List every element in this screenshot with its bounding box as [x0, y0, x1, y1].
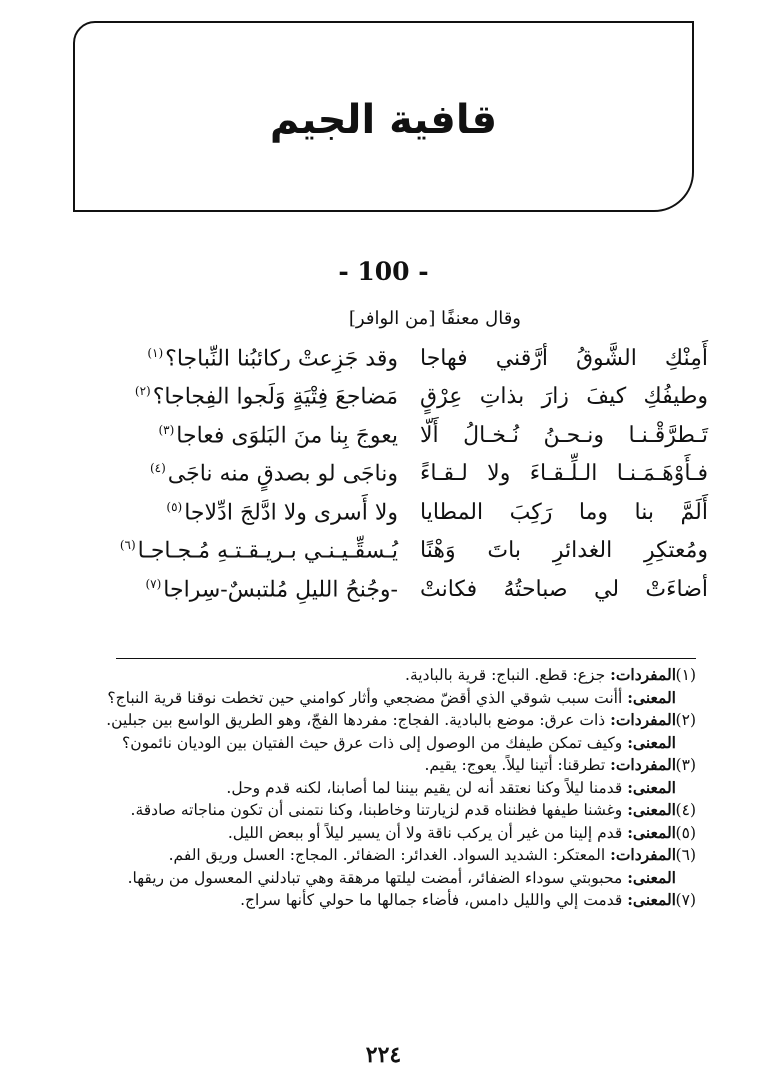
- footnote-line: [70, 754, 696, 777]
- footnote-label: المعنى:: [627, 890, 676, 909]
- footnote-number: (٢): [675, 711, 696, 729]
- footnote-number: (٦): [675, 846, 696, 864]
- verse: [68, 570, 708, 609]
- footnote-ref[interactable]: (٣): [158, 422, 175, 437]
- footnote-ref[interactable]: (٦): [119, 538, 136, 553]
- verse-second-text: -وجُنحُ الليلِ مُلتبسٌ-سِراجا: [163, 576, 398, 602]
- footnote-text: جزع: قطع. النباج: قرية بالبادية.: [405, 666, 611, 684]
- page-number: ٢٢٤: [365, 1042, 402, 1068]
- verse-second-hemistich: [68, 461, 398, 486]
- verse-first-hemistich: أَمِنْكِ الشَّوقُ أرَّقني فهاجا: [420, 345, 708, 371]
- footnote-label: المعنى:: [627, 732, 676, 752]
- footnote-text: قدمنا ليلاً وكنا نعتقد أنه لن يقيم بيننا لما أصابنا، لكنه قدم وحل.: [226, 778, 628, 797]
- footnote-number: (١): [675, 666, 696, 684]
- footnote-label: المفردات:: [610, 845, 676, 864]
- verse-first-hemistich: تَـطرَّقْـنـا ونـحـنُ نُـخـالُ أَلّا: [420, 422, 708, 448]
- footnote-ref[interactable]: (٤): [149, 461, 166, 476]
- footnote-line: [70, 799, 696, 822]
- verse-second-text: وناجَى لو بصدقٍ منه ناجَى: [167, 461, 398, 487]
- verse-second-hemistich: [68, 384, 398, 409]
- footnote-label: المعنى:: [627, 777, 676, 797]
- footnote-line: [70, 664, 696, 687]
- footnote-line: [70, 687, 696, 710]
- footnote-line: [70, 822, 696, 845]
- poem-verses: [68, 339, 708, 609]
- footnote-line: [70, 867, 696, 890]
- poem-intro: وقال معنفًا [من الوافر]: [348, 308, 521, 329]
- footnote-text: تطرقنا: أتينا ليلاً. يعوج: يقيم.: [424, 756, 611, 774]
- chapter-title: قافية الجيم: [269, 97, 498, 143]
- footnote-number: (٧): [675, 891, 696, 909]
- footnote-label: المفردات:: [610, 665, 676, 684]
- verse-second-hemistich: [68, 346, 398, 371]
- verse-second-text: يُـسقِّـيـنـي بـريـقـتـهِ مُـجـاجـا: [137, 538, 398, 564]
- verse-second-text: يعوجَ بِنا منَ البَلوَى فعاجا: [176, 422, 398, 448]
- footnote-label: المعنى:: [627, 867, 676, 887]
- verse-second-hemistich: [68, 423, 398, 448]
- footnote-text: وكيف تمكن طيفك من الوصول إلى ذات عرق حيث الفتيان بين الوديان نائمون؟: [121, 733, 628, 752]
- verse-first-hemistich: فـأَوْهَـمَـنـا الـلِّـقـاءَ ولا لـقـاءً: [420, 461, 708, 487]
- verse-second-hemistich: [68, 538, 398, 563]
- footnote-text: أأنت سبب شوقي الذي أقضّ مضجعي وأثار كوامني حين تخطت نوقنا قرية النباج؟: [107, 688, 628, 707]
- verse: [68, 455, 708, 494]
- verse-first-hemistich: ومُعتكِرِ الغدائرِ باتَ وَهْنًا: [420, 538, 708, 564]
- footnote-number: (٤): [675, 801, 696, 819]
- verse: [68, 493, 708, 532]
- footnote-ref[interactable]: (٧): [145, 576, 162, 591]
- footnote-text: ذات عرق: موضع بالبادية. الفجاج: مفردها الفجّ، وهو الطريق الواسع بين جبلين.: [106, 711, 611, 729]
- footnote-label: المفردات:: [610, 710, 676, 729]
- footnote-label: المعنى:: [627, 800, 676, 819]
- verse-second-text: ولا أَسرى ولا ادَّلجَ ادِّلاجا: [184, 499, 398, 525]
- footnote-label: المعنى:: [627, 687, 676, 707]
- verse-first-hemistich: وطيفُكِ كيفَ زارَ بذاتِ عِرْقٍ: [420, 384, 708, 410]
- footnote-number: (٥): [675, 823, 696, 842]
- verse: [68, 416, 708, 455]
- footnote-line: [70, 777, 696, 800]
- verse-first-hemistich: أَلَمَّ بنا وما رَكِبَ المطايا: [420, 499, 708, 525]
- poem-number: - 100 -: [338, 257, 429, 286]
- footnote-ref[interactable]: (١): [147, 345, 164, 360]
- footnote-text: قدم إلينا من غير أن يركب ناقة ولا أن يسير ليلاً أو ببعض الليل.: [227, 823, 628, 842]
- footnote-text: محبوبتي سوداء الضفائر، أمضت ليلتها مرهقة وهي تبادلني المعسول من ريقها.: [127, 868, 628, 887]
- footnote-ref[interactable]: (٥): [166, 499, 183, 514]
- footnote-label: المفردات:: [610, 755, 676, 774]
- footnote-line: [70, 889, 696, 912]
- verse-first-hemistich: أضاءَتْ لي صباحتُهُ فكانتْ: [420, 576, 708, 602]
- verse-second-text: مَضاجعَ فِتْيَةٍ وَلَجوا الفِجاجا؟: [152, 384, 398, 410]
- footnotes: [70, 664, 696, 912]
- footnote-label: المعنى:: [627, 822, 676, 842]
- footnote-line: [70, 844, 696, 867]
- footnote-text: وغشنا طيفها فظنناه قدم لزيارتنا وخاطبنا، وكنا نتمنى أن تكون مناجاته صادقة.: [130, 801, 628, 819]
- verse-second-text: وقد جَزِعتْ ركائبُنا النِّباجا؟: [165, 345, 398, 371]
- footnote-line: [70, 709, 696, 732]
- footnote-divider: [116, 658, 696, 659]
- verse: [68, 339, 708, 378]
- footnote-ref[interactable]: (٢): [134, 384, 151, 399]
- footnote-line: [70, 732, 696, 755]
- verse: [68, 378, 708, 417]
- footnote-text: المعتكر: الشديد السواد. الغدائر: الضفائر. المجاج: العسل وريق الفم.: [168, 846, 611, 864]
- verse-second-hemistich: [68, 500, 398, 525]
- verse: [68, 532, 708, 571]
- footnote-number: (٣): [675, 756, 696, 774]
- footnote-text: قدمت إلي والليل دامس، فأضاء جمالها ما حولي كأنها سراج.: [240, 891, 628, 909]
- verse-second-hemistich: [68, 577, 398, 602]
